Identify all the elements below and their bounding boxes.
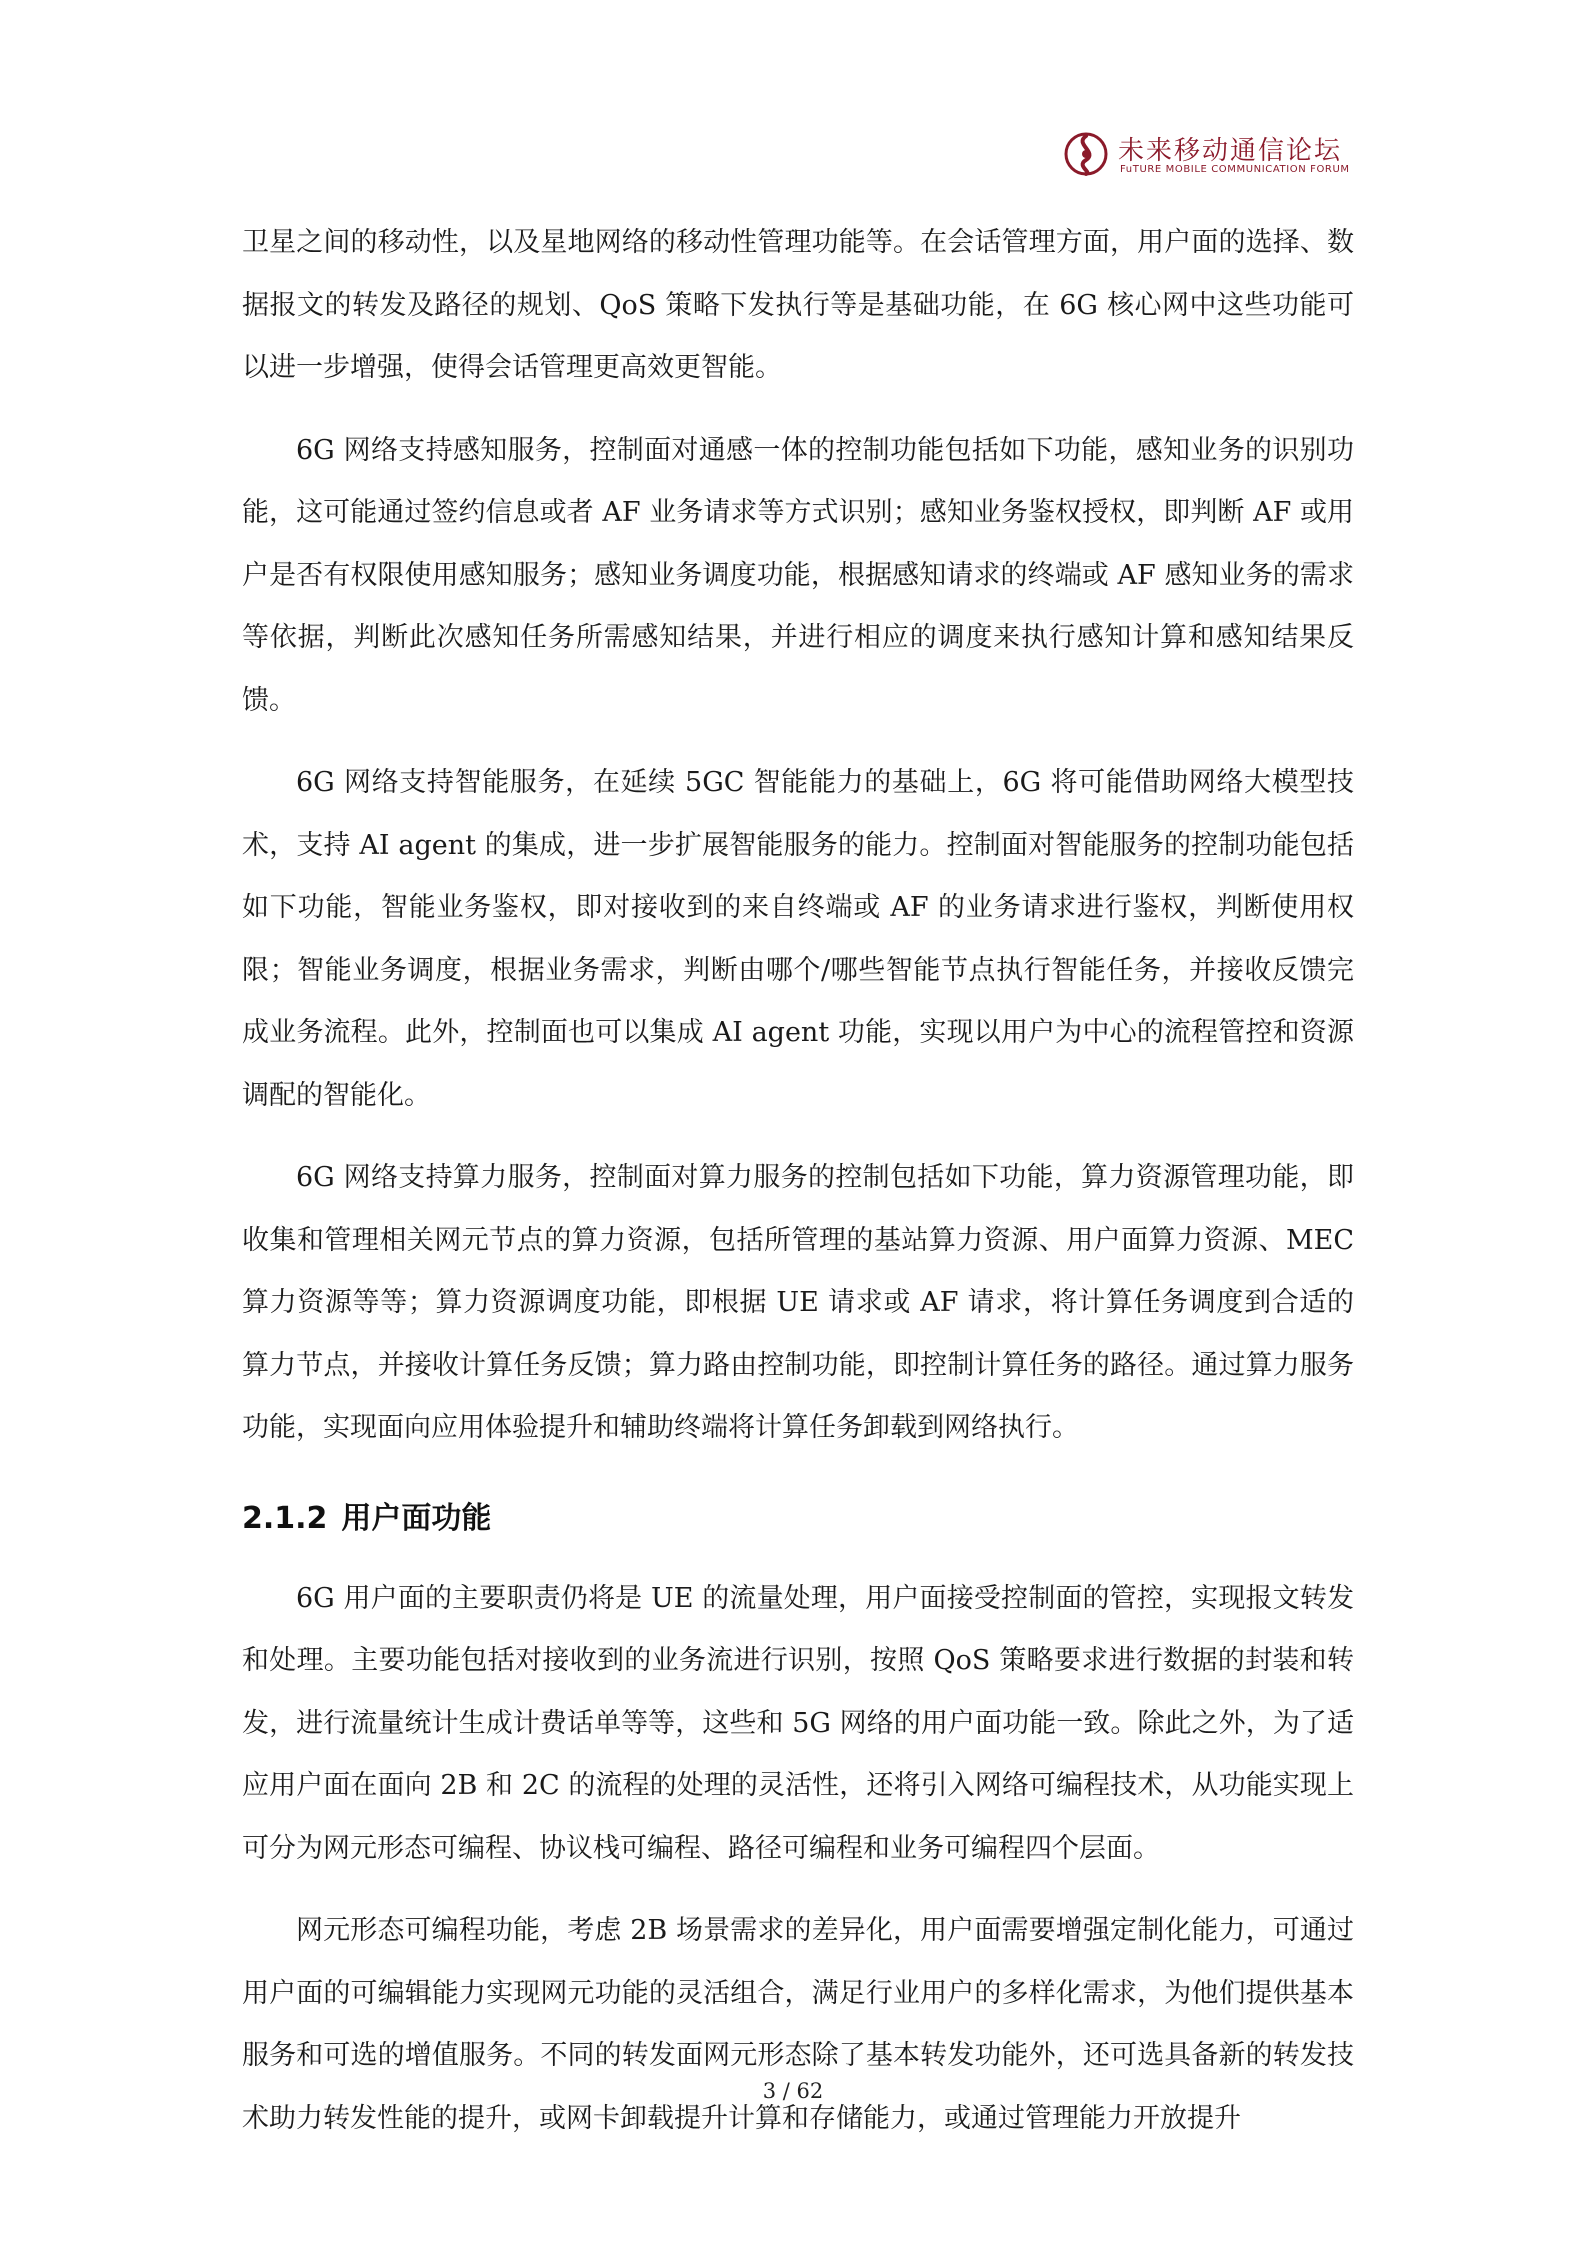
page-body xyxy=(242,212,1354,2170)
section-number: 2.1.2 xyxy=(242,1500,328,1536)
body-paragraph: 网元形态可编程功能，考虑 2B 场景需求的差异化，用户面需要增强定制化能力，可通过用户面的可编辑能力实现网元功能的灵活组合，满足行业用户的多样化需求，为他们提供基本服务和可选的增值服务。不同的转发面网元形态除了基本转发功能外，还可选具备新的转发技术助力转发性能的提升，或网卡卸载提升计算和存储能力，或通过管理能力开放提升 xyxy=(242,1915,1354,2134)
section-heading xyxy=(242,1480,1354,1568)
body-paragraph: 6G 网络支持智能服务，在延续 5GC 智能能力的基础上，6G 将可能借助网络大模型技术，支持 AI agent 的集成，进一步扩展智能服务的能力。控制面对智能服务的控制功能包括如下功能，智能业务鉴权，即对接收到的来自终端或 AF 的业务请求进行鉴权，判断使用权限；智能业务调度，根据业务需求，判断由哪个/哪些智能节点执行智能任务，并接收反馈完成业务流程。此外，控制面也可以集成 AI agent 功能，实现以用户为中心的流程管控和资源调配的智能化。 xyxy=(242,767,1354,1111)
body-paragraph: 6G 网络支持算力服务，控制面对算力服务的控制包括如下功能，算力资源管理功能，即收集和管理相关网元节点的算力资源，包括所管理的基站算力资源、用户面算力资源、MEC 算力资源等等；算力资源调度功能，即根据 UE 请求或 AF 请求，将计算任务调度到合适的算力节点，并接收计算任务反馈；算力路由控制功能，即控制计算任务的路径。通过算力服务功能，实现面向应用体验提升和辅助终端将计算任务卸载到网络执行。 xyxy=(242,1162,1354,1443)
page-number: 3 / 62 xyxy=(762,2079,824,2103)
page-header xyxy=(1062,128,1362,184)
body-paragraph: 6G 用户面的主要职责仍将是 UE 的流量处理，用户面接受控制面的管控，实现报文转发和处理。主要功能包括对接收到的业务流进行识别，按照 QoS 策略要求进行数据的封装和转发，进行流量统计生成计费话单等等，这些和 5G 网络的用户面功能一致。除此之外，为了适应用户面在面向 2B 和 2C 的流程的处理的灵活性，还将引入网络可编程技术，从功能实现上可分为网元形态可编程、协议栈可编程、路径可编程和业务可编程四个层面。 xyxy=(242,1582,1354,1864)
body-paragraph: 6G 网络支持感知服务，控制面对通感一体的控制功能包括如下功能，感知业务的识别功能，这可能通过签约信息或者 AF 业务请求等方式识别；感知业务鉴权授权，即判断 AF 或用户是否有权限使用感知服务；感知业务调度功能，根据感知请求的终端或 AF 感知业务的需求等依据，判断此次感知任务所需感知结果，并进行相应的调度来执行感知计算和感知结果反馈。 xyxy=(242,434,1354,716)
forum-logo-icon xyxy=(1062,130,1110,178)
section-title: 用户面功能 xyxy=(341,1500,492,1536)
forum-name-en: FuTURE MOBILE COMMUNICATION FORUM xyxy=(1120,164,1350,175)
forum-name-cn: 未来移动通信论坛 xyxy=(1118,136,1343,166)
body-paragraph: 卫星之间的移动性，以及星地网络的移动性管理功能等。在会话管理方面，用户面的选择、数据报文的转发及路径的规划、QoS 策略下发执行等是基础功能，在 6G 核心网中这些功能可以进一步增强，使得会话管理更高效更智能。 xyxy=(242,227,1354,383)
